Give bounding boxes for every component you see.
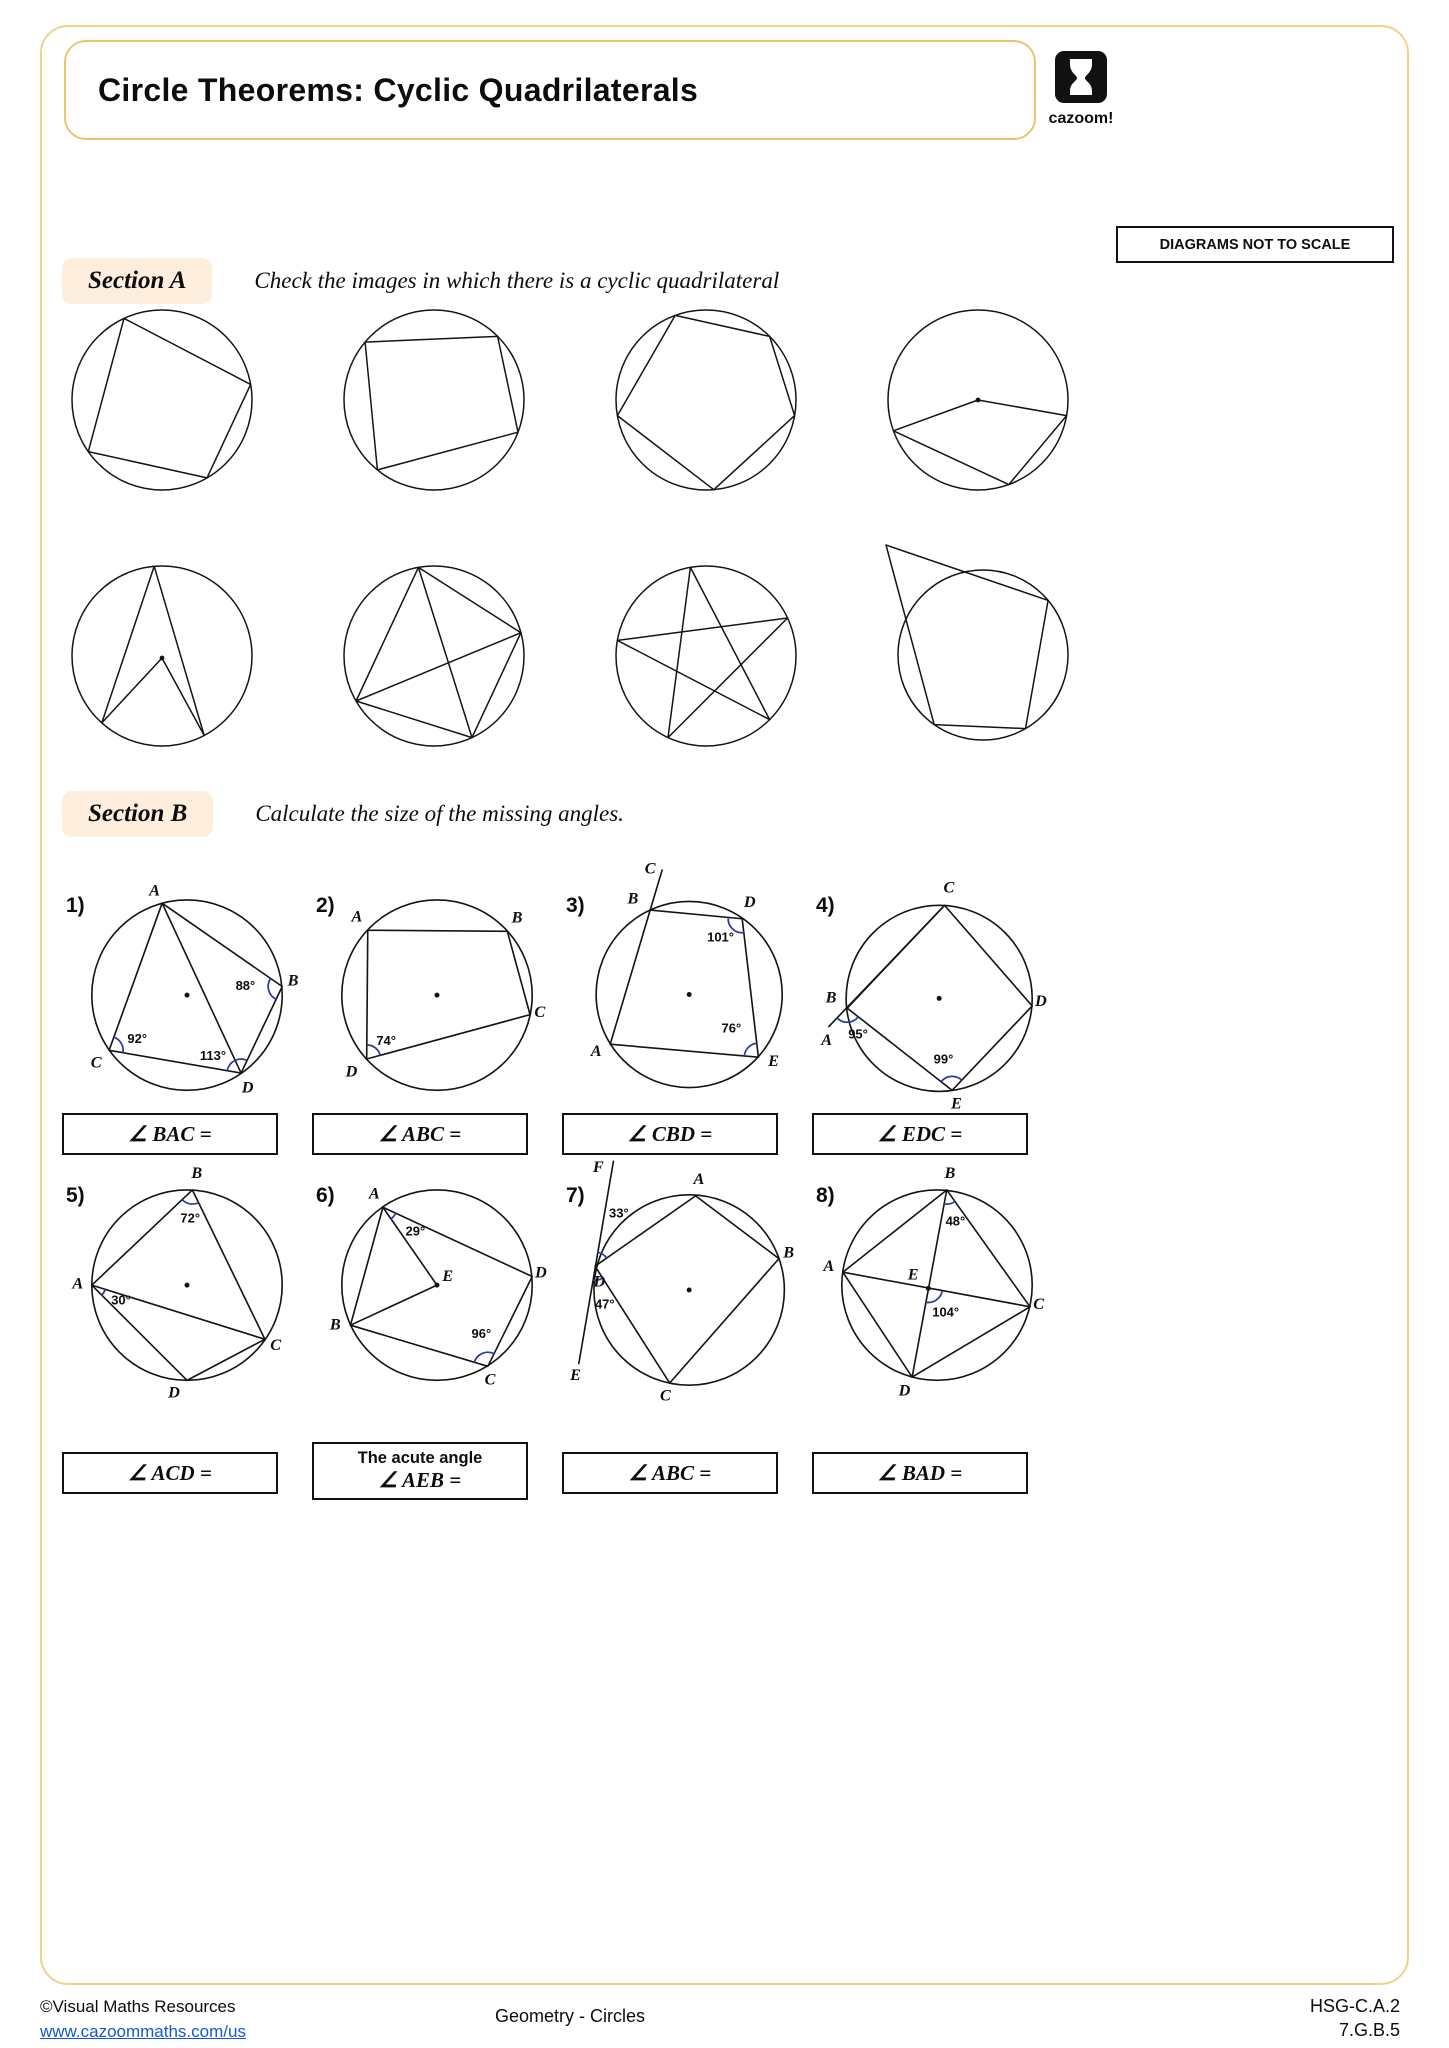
- answer-box-8[interactable]: [812, 1452, 1028, 1494]
- problem-8-diagram: [818, 1164, 1056, 1406]
- figure-a5[interactable]: [62, 556, 262, 756]
- problem-number: 5): [66, 1184, 85, 1207]
- angle-arc: [182, 1200, 198, 1204]
- dart-quadrilateral: [102, 566, 204, 735]
- point-label-a: A: [823, 1257, 835, 1276]
- angle-arc: [102, 1289, 105, 1295]
- angle-label: 113°: [199, 1048, 227, 1064]
- center-dot: [185, 1283, 190, 1288]
- cyclic-quadrilateral: [843, 1190, 1030, 1377]
- center-dot: [687, 992, 692, 997]
- point-label-c: C: [534, 1002, 546, 1021]
- diagonal: [418, 567, 472, 737]
- angle-arc: [941, 1076, 962, 1081]
- answer-row-2: [62, 1449, 1062, 1500]
- figure-a1[interactable]: [62, 300, 262, 500]
- page-title: Circle Theorems: Cyclic Quadrilaterals: [98, 71, 699, 108]
- problem-number: 8): [816, 1184, 835, 1207]
- problem-5: [62, 1164, 312, 1409]
- point-label-c: C: [270, 1336, 282, 1355]
- footer-standards: [1200, 1994, 1400, 2042]
- angle-label: 29°: [405, 1223, 426, 1239]
- answer-label: ∠ AEB =: [378, 1468, 462, 1492]
- answer-box-6[interactable]: [312, 1442, 528, 1500]
- angle-label: 48°: [945, 1213, 966, 1229]
- section-b-header: [62, 791, 624, 837]
- point-label-a: A: [149, 881, 160, 900]
- point-label-e: E: [907, 1265, 919, 1284]
- angle-arc: [114, 1037, 123, 1053]
- answer-note: The acute angle: [357, 1449, 483, 1467]
- figure-a6[interactable]: [334, 556, 534, 756]
- header: [64, 40, 1036, 140]
- figure-a8[interactable]: [878, 540, 1088, 750]
- angle-label: 101°: [707, 929, 734, 945]
- answer-label: ∠ ABC =: [628, 1460, 712, 1485]
- point-label-d: D: [168, 1383, 180, 1402]
- intersection-dot: [926, 1286, 931, 1291]
- point-label-c: C: [1033, 1294, 1045, 1313]
- point-label-a: A: [821, 1030, 833, 1049]
- point-label-c: C: [484, 1370, 496, 1389]
- point-label-f: F: [592, 1158, 604, 1177]
- website-link[interactable]: www.cazoommaths.com/us: [40, 2022, 246, 2041]
- problem-number: 7): [566, 1184, 585, 1207]
- circle-outline: [72, 310, 252, 490]
- inscribed-quadrilateral: [88, 318, 250, 478]
- angle-label: 96°: [471, 1326, 492, 1342]
- figure-a3[interactable]: [606, 300, 806, 500]
- answer-box-5[interactable]: [62, 1452, 278, 1494]
- center-dot: [937, 996, 942, 1001]
- point-label-d: D: [593, 1272, 606, 1291]
- point-label-e: E: [442, 1266, 454, 1285]
- point-label-c: C: [90, 1053, 102, 1072]
- point-label-a: A: [72, 1274, 84, 1293]
- problem-number: 1): [66, 894, 85, 917]
- angle-label: 99°: [933, 1051, 954, 1067]
- quadrilateral-with-center-vertex: [893, 400, 1066, 485]
- section-a-row-2: [62, 556, 1088, 756]
- center-dot: [435, 1283, 440, 1288]
- answer-label: ∠ ABC =: [378, 1121, 462, 1146]
- section-b-instruction: Calculate the size of the missing angles.: [255, 801, 624, 826]
- inscribed-pentagon: [617, 315, 794, 489]
- angle-arc: [597, 1252, 606, 1258]
- center-dot: [185, 993, 190, 998]
- point-label-b: B: [825, 988, 837, 1007]
- point-label-b: B: [627, 889, 639, 908]
- answer-box-7[interactable]: [562, 1452, 778, 1494]
- answer-row-1: [62, 1113, 1062, 1155]
- inscribed-quadrilateral: [365, 336, 518, 470]
- problem-number: 6): [316, 1184, 335, 1207]
- angle-label: 74°: [376, 1032, 396, 1048]
- standard-code-1: HSG-C.A.2: [1309, 1996, 1400, 2016]
- angle-label: 92°: [127, 1030, 148, 1046]
- angle-label: 33°: [609, 1205, 629, 1221]
- point-label-b: B: [287, 971, 299, 990]
- point-label-b: B: [944, 1164, 956, 1183]
- point-label-b: B: [329, 1315, 341, 1334]
- point-label-b: B: [783, 1243, 795, 1262]
- angle-label: 72°: [180, 1210, 201, 1226]
- circle-outline: [898, 570, 1068, 740]
- problem-7: [562, 1158, 812, 1409]
- point-label-a: A: [693, 1169, 705, 1188]
- problem-7-diagram: [568, 1158, 806, 1409]
- cazoom-logo-text: cazoom!: [1048, 110, 1114, 127]
- diagonal: [356, 633, 521, 701]
- figure-a4[interactable]: [878, 300, 1078, 500]
- angle-arc: [744, 1043, 756, 1056]
- problem-3-diagram: [568, 856, 806, 1094]
- inscribed-quadrilateral: [356, 567, 521, 737]
- section-a-instruction: Check the images in which there is a cyclic quadrilateral: [254, 268, 780, 293]
- answer-label: ∠ BAD =: [877, 1460, 963, 1485]
- angle-arc: [944, 1201, 955, 1204]
- angle-label: 95°: [848, 1026, 868, 1042]
- problem-5-diagram: [68, 1164, 306, 1404]
- answer-label: ∠ ACD =: [128, 1460, 212, 1485]
- cazoom-logo-icon: [1054, 50, 1108, 104]
- section-b-label: Section B: [62, 791, 213, 837]
- angle-label: 47°: [594, 1296, 615, 1312]
- problem-8: [812, 1164, 1062, 1409]
- problem-1-diagram: [68, 874, 306, 1112]
- point-label-a: A: [368, 1184, 380, 1203]
- figure-a7[interactable]: [606, 556, 806, 756]
- point-label-d: D: [1034, 991, 1047, 1010]
- footer-left: [40, 1994, 246, 2044]
- answer-label: ∠ CBD =: [627, 1121, 713, 1146]
- standard-code-2: 7.G.B.5: [1338, 2020, 1400, 2040]
- answer-label: ∠ EDC =: [877, 1121, 963, 1146]
- point-label-c: C: [644, 859, 656, 878]
- answer-box-3[interactable]: [562, 1113, 778, 1155]
- angle-label: 104°: [932, 1304, 960, 1320]
- point-label-d: D: [534, 1263, 547, 1282]
- center-dot: [160, 656, 165, 661]
- point-label-b: B: [511, 908, 523, 927]
- circle-outline: [344, 566, 524, 746]
- center-dot: [435, 993, 440, 998]
- point-label-b: B: [191, 1164, 203, 1183]
- problem-6-diagram: [318, 1164, 556, 1402]
- section-b-row-2: [62, 1158, 1062, 1409]
- problem-2: [312, 874, 562, 1121]
- center-dot: [687, 1287, 692, 1292]
- cyclic-quadrilateral: [92, 1190, 265, 1380]
- cyclic-quadrilateral: [350, 1207, 532, 1366]
- angle-arc: [391, 1213, 396, 1219]
- problem-6: [312, 1164, 562, 1409]
- problem-3: [562, 859, 812, 1121]
- angle-label: 76°: [721, 1020, 742, 1036]
- point-label-c: C: [943, 878, 955, 897]
- figure-a2[interactable]: [334, 300, 534, 500]
- answer-box-4[interactable]: [812, 1113, 1028, 1155]
- point-label-a: A: [351, 907, 363, 926]
- circle-outline: [842, 1190, 1032, 1380]
- answer-label: ∠ BAC =: [128, 1121, 212, 1146]
- copyright-text: ©Visual Maths Resources: [40, 1997, 236, 2016]
- problem-number: 4): [816, 894, 835, 917]
- problem-number: 3): [566, 894, 585, 917]
- extended-line: [829, 905, 945, 1026]
- section-a-label: Section A: [62, 258, 212, 304]
- diagrams-not-to-scale-note: DIAGRAMS NOT TO SCALE: [1116, 226, 1394, 263]
- angle-label: 30°: [111, 1292, 131, 1308]
- cazoom-logo: [1046, 50, 1116, 128]
- quadrilateral-vertex-outside: [886, 545, 1048, 729]
- point-label-d: D: [898, 1381, 911, 1400]
- section-a-row-1: [62, 300, 1078, 500]
- section-b-row-1: [62, 859, 1062, 1121]
- footer-topic: Geometry - Circles: [494, 2006, 646, 2026]
- problem-1: [62, 874, 312, 1121]
- problem-number: 2): [316, 894, 335, 917]
- problem-4-diagram: [818, 874, 1056, 1121]
- problem-2-diagram: [318, 874, 556, 1112]
- problem-4: [812, 874, 1062, 1121]
- radius: [350, 1285, 437, 1325]
- section-a-header: [62, 258, 779, 304]
- answer-box-2[interactable]: [312, 1113, 528, 1155]
- point-label-d: D: [743, 892, 756, 911]
- star-polygon: [617, 567, 787, 737]
- point-label-d: D: [241, 1078, 254, 1097]
- point-label-e: E: [768, 1051, 779, 1070]
- diagonal: [843, 1272, 1030, 1307]
- point-label-e: E: [570, 1365, 581, 1384]
- point-label-c: C: [659, 1386, 671, 1405]
- angle-label: 88°: [235, 977, 256, 993]
- point-label-e: E: [951, 1094, 962, 1113]
- point-label-d: D: [345, 1062, 358, 1081]
- point-label-a: A: [590, 1042, 602, 1061]
- answer-box-1[interactable]: [62, 1113, 278, 1155]
- center-dot: [976, 398, 981, 403]
